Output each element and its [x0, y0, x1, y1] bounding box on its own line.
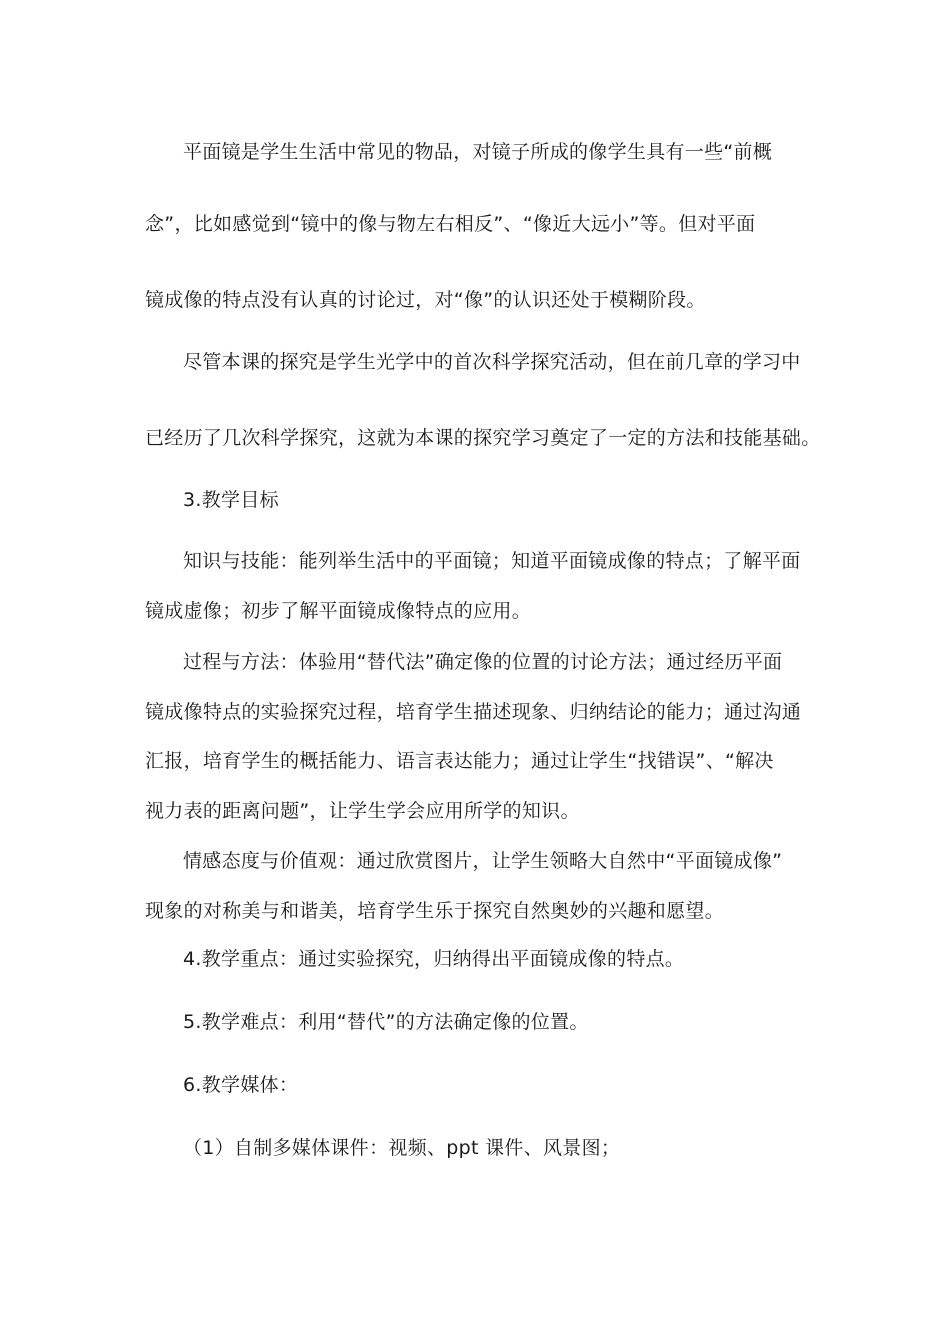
section-heading: 5.教学难点：利用“替代”的方法确定像的位置。	[183, 1011, 589, 1033]
paragraph-line: 念”，比如感觉到“镜中的像与物左右相反”、“像近大远小”等。但对平面	[145, 213, 756, 235]
paragraph-line: 视力表的距离问题”，让学生学会应用所学的知识。	[145, 800, 580, 822]
paragraph-line: 镜成像的特点没有认真的讨论过，对“像”的认识还处于模糊阶段。	[145, 289, 706, 311]
paragraph-line: 汇报，培育学生的概括能力、语言表达能力；通过让学生“找错误”、“解决	[145, 750, 774, 772]
paragraph-line: 已经历了几次科学探究，这就为本课的探究学习奠定了一定的方法和技能基础。	[145, 427, 821, 449]
section-heading: 4.教学重点：通过实验探究，归纳得出平面镜成像的特点。	[183, 948, 685, 970]
paragraph-line: 平面镜是学生生活中常见的物品，对镜子所成的像学生具有一些“前概	[183, 141, 773, 163]
list-item: （1）自制多媒体课件：视频、ppt 课件、风景图；	[183, 1137, 621, 1159]
section-heading: 6.教学媒体：	[183, 1074, 299, 1096]
paragraph-line: 情感态度与价值观：通过欣赏图片，让学生领略大自然中“平面镜成像”	[183, 850, 783, 872]
section-heading: 3.教学目标	[183, 489, 279, 511]
paragraph-line: 过程与方法：体验用“替代法”确定像的位置的讨论方法；通过经历平面	[183, 651, 783, 673]
paragraph-line: 现象的对称美与和谐美，培育学生乐于探究自然奥妙的兴趣和愿望。	[145, 900, 725, 922]
paragraph-line: 镜成像特点的实验探究过程，培育学生描述现象、归纳结论的能力；通过沟通	[145, 701, 802, 723]
paragraph-line: 知识与技能：能列举生活中的平面镜；知道平面镜成像的特点；了解平面	[183, 550, 801, 572]
paragraph-line: 镜成虚像；初步了解平面镜成像特点的应用。	[145, 600, 532, 622]
paragraph-line: 尽管本课的探究是学生光学中的首次科学探究活动，但在前几章的学习中	[183, 351, 801, 373]
